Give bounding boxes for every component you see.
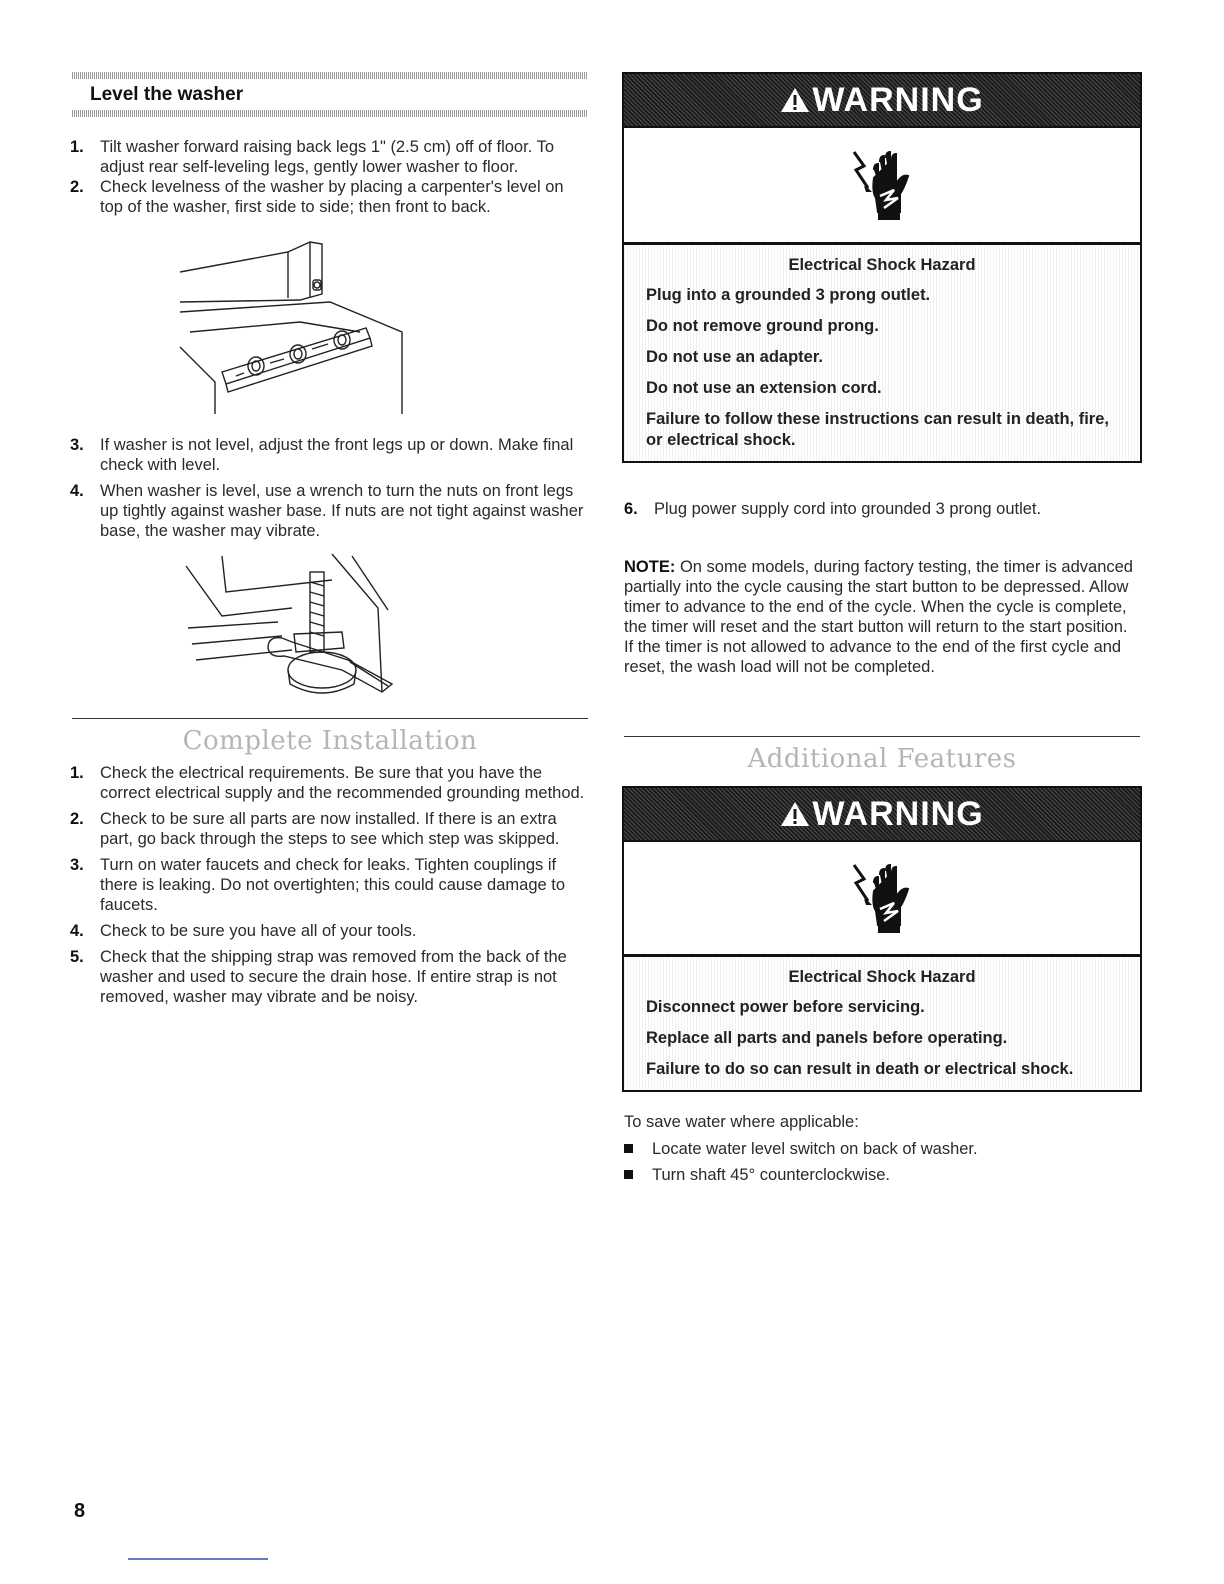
warning-line: Failure to do so can result in death or electrical shock. — [646, 1060, 1074, 1078]
heading-bottom-rule — [72, 110, 588, 117]
hazard-title: Electrical Shock Hazard — [788, 256, 976, 274]
wrench-leg-illustration — [182, 552, 402, 700]
additional-features-rule — [624, 736, 1140, 737]
additional-features-title: Additional Features — [747, 744, 1017, 774]
electric-shock-hand-icon — [850, 148, 914, 222]
warning-line: Do not remove ground prong. — [646, 317, 879, 335]
level-on-washer-illustration — [170, 232, 410, 417]
list-item: 3. Turn on water faucets and check for leaks. Tighten couplings if there is leaking. Do not overtighten; this could cause damage to faucets. — [70, 856, 566, 914]
list-item: 3. If washer is not level, adjust the front legs up or down. Make final check with level. — [70, 436, 574, 474]
timer-note — [624, 557, 1140, 677]
shock-hazard-icon-area — [624, 128, 1140, 245]
warning-banner: WARNING — [624, 788, 1140, 842]
hazard-title: Electrical Shock Hazard — [788, 968, 976, 986]
complete-install-rule — [72, 718, 588, 719]
level-washer-heading: Level the washer — [90, 84, 244, 105]
warning-text-block — [624, 957, 1140, 1090]
page-number: 8 — [74, 1500, 86, 1522]
warning-box-electrical-1 — [622, 72, 1142, 463]
bullet-square-icon — [624, 1170, 633, 1179]
warning-line: Do not use an adapter. — [646, 348, 823, 366]
list-item: Locate water level switch on back of washer. — [620, 1139, 1140, 1159]
list-item: 5. Check that the shipping strap was removed from the back of the washer and used to secure the drain hose. If entire strap is not removed, washer may vibrate and be noisy. — [70, 948, 567, 1006]
warning-line: Disconnect power before servicing. — [646, 998, 925, 1016]
electric-shock-hand-icon — [850, 861, 914, 935]
list-item: 1. Check the electrical requirements. Be sure that you have the correct electrical supply and the recommended grounding method. — [70, 764, 585, 802]
save-water-intro: To save water where applicable: — [624, 1113, 859, 1131]
list-item: 2. Check levelness of the washer by placing a carpenter's level on top of the washer, first side to side; then front to back. — [70, 178, 564, 216]
note-label: NOTE: — [624, 558, 676, 576]
warning-banner: WARNING — [624, 74, 1140, 128]
warning-triangle-icon — [780, 800, 810, 828]
warning-line: Do not use an extension cord. — [646, 379, 882, 397]
warning-line: Replace all parts and panels before operating. — [646, 1029, 1008, 1047]
level-steps-1-2 — [70, 137, 588, 217]
list-item: 4. When washer is level, use a wrench to turn the nuts on front legs up tightly against washer base. If nuts are not tight against washer base, the washer may vibrate. — [70, 482, 584, 540]
bullet-square-icon — [624, 1144, 633, 1153]
list-item: 6. Plug power supply cord into grounded 3 prong outlet. — [624, 500, 1042, 518]
complete-installation-title: Complete Installation — [182, 726, 478, 756]
footer-rule — [128, 1558, 268, 1560]
list-item: 2. Check to be sure all parts are now installed. If there is an extra part, go back through the steps to see which step was skipped. — [70, 810, 560, 848]
list-item: 4. Check to be sure you have all of your tools. — [70, 922, 417, 940]
shock-hazard-icon-area — [624, 842, 1140, 957]
note-text: On some models, during factory testing, the timer is advanced partially into the cycle causing the start button to be depressed. Allow timer to advance to the end of the cycle. When the cycle is complete, the timer will reset and the start button will return to the start position. If the timer is not allowed to advance to the end of the first cycle and reset, the wash load will not be completed. — [624, 558, 1133, 676]
warning-line: Failure to follow these instructions can result in death, fire, or electrical shock. — [646, 410, 1109, 449]
save-water-bullets — [620, 1139, 1140, 1191]
warning-box-electrical-2 — [622, 786, 1142, 1092]
step-6 — [624, 499, 1138, 519]
warning-triangle-icon — [780, 86, 810, 114]
heading-top-rule — [72, 72, 588, 79]
list-item: 1. Tilt washer forward raising back legs 1" (2.5 cm) off of floor. To adjust rear self-leveling legs, gently lower washer to floor. — [70, 138, 554, 176]
warning-text-block — [624, 245, 1140, 461]
complete-install-steps — [70, 763, 590, 1007]
level-steps-3-4 — [70, 435, 588, 541]
list-item: Turn shaft 45° counterclockwise. — [620, 1165, 1140, 1185]
warning-line: Plug into a grounded 3 prong outlet. — [646, 286, 931, 304]
